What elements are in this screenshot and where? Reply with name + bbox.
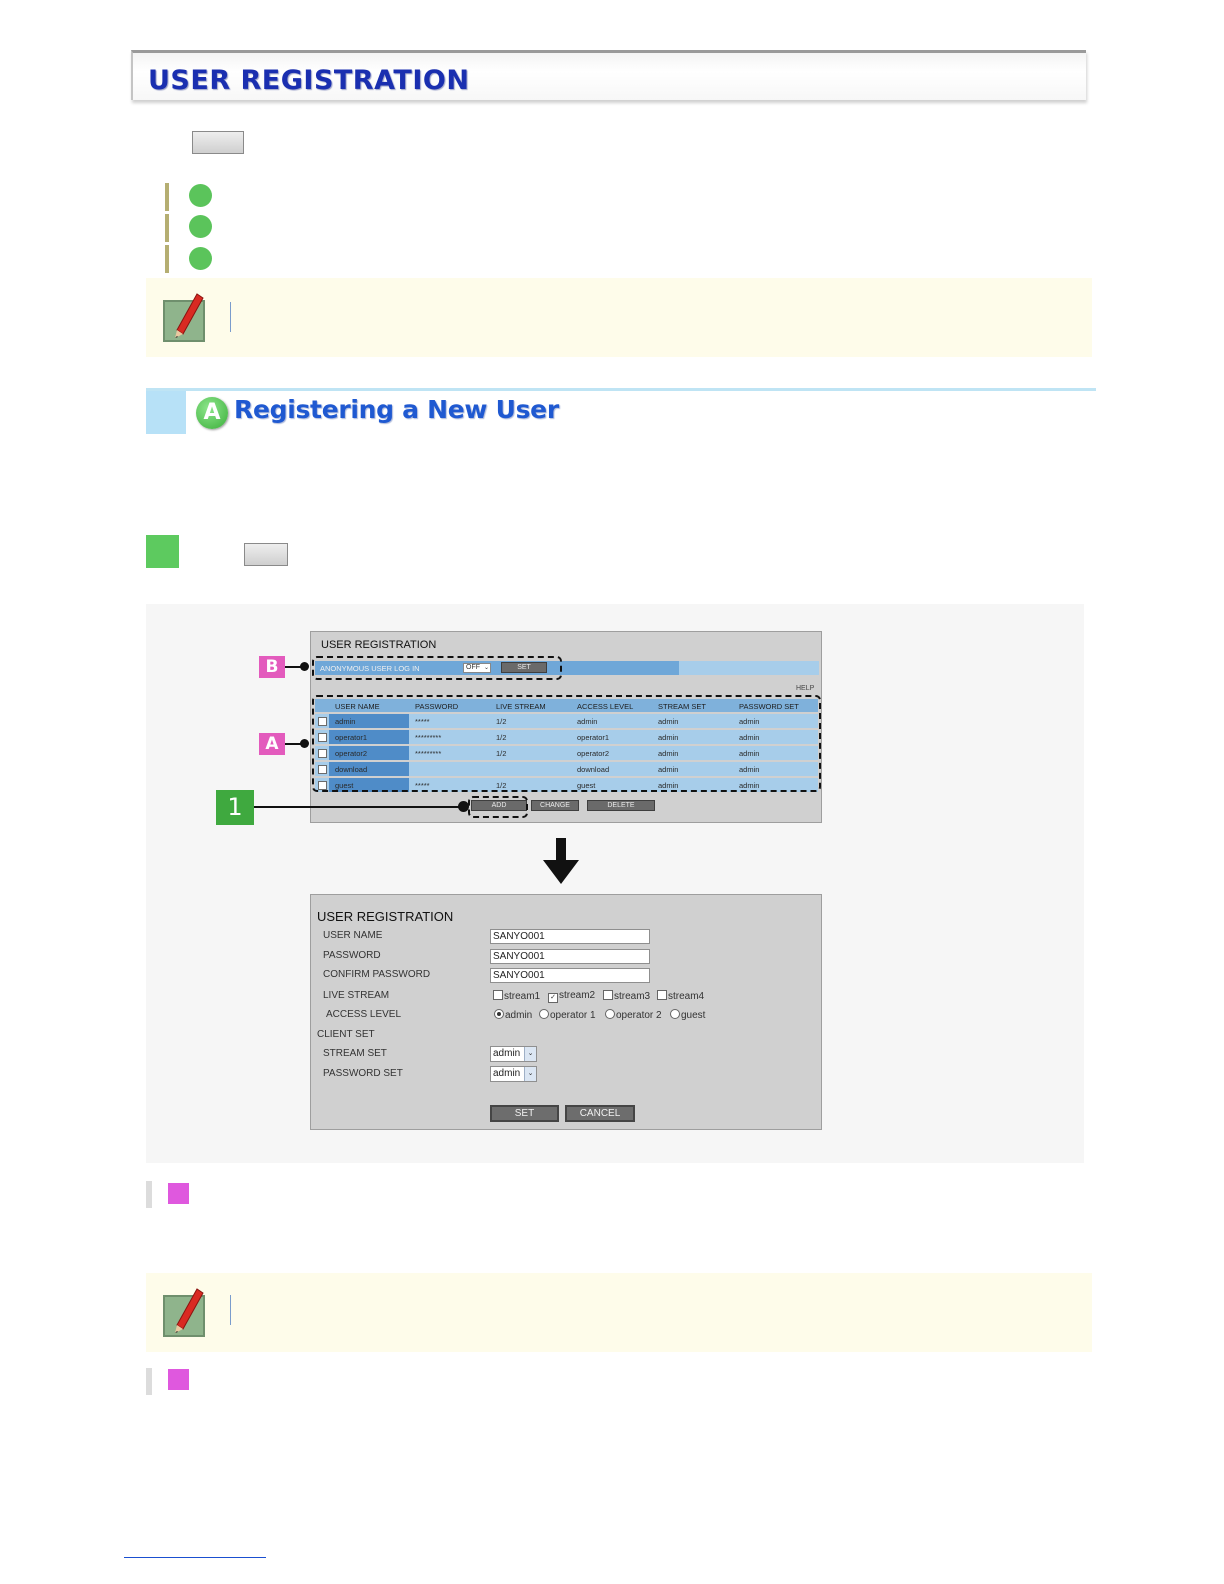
password-set-value: admin — [493, 1068, 521, 1079]
stream-set-cell: admin — [658, 717, 679, 726]
access-level-cell: operator1 — [577, 733, 610, 742]
password-cell: ********* — [415, 733, 442, 742]
stream1-label: stream1 — [504, 991, 541, 1002]
highlight-a — [312, 695, 821, 792]
highlight-add — [468, 796, 528, 818]
access-level-cell: operator2 — [577, 749, 610, 758]
callout-step-1: 1 — [216, 790, 254, 825]
pink-marker-icon — [168, 1183, 189, 1204]
callout-dot — [300, 739, 309, 748]
access-guest-radio[interactable] — [670, 1009, 705, 1021]
delete-button[interactable]: DELETE — [587, 800, 655, 811]
marker-bar — [146, 1368, 152, 1395]
stream-set-label: STREAM SET — [323, 1048, 387, 1059]
change-button[interactable]: CHANGE — [531, 800, 579, 811]
bullet-bar — [165, 245, 169, 273]
stream4-checkbox[interactable] — [657, 990, 704, 1002]
access-level-cell: guest — [577, 781, 596, 790]
note-divider — [230, 302, 231, 332]
callout-a: A — [259, 733, 285, 755]
section-badge: A — [196, 397, 228, 429]
key-icon — [244, 543, 288, 566]
stream2-checkbox[interactable]: ✓ stream2 — [548, 990, 595, 1003]
chevron-down-icon: ⌄ — [483, 665, 489, 671]
add-button[interactable]: ADD — [471, 800, 527, 811]
confirm-password-label: CONFIRM PASSWORD — [323, 969, 431, 980]
column-header: LIVE STREAM — [496, 702, 546, 711]
live-stream-cell: 1/2 — [496, 749, 507, 758]
user-name-input[interactable]: SANYO001 — [490, 929, 650, 944]
password-set-label: PASSWORD SET — [323, 1068, 403, 1079]
column-header: USER NAME — [335, 702, 380, 711]
callout-dot — [300, 662, 309, 671]
access-level-cell: admin — [577, 717, 598, 726]
add-user-screen — [310, 894, 822, 1130]
arrow-down-icon — [542, 838, 580, 884]
highlight-b — [312, 656, 562, 680]
memo-pencil-icon — [163, 1295, 205, 1337]
user-name-cell: operator1 — [335, 733, 368, 742]
set-button[interactable]: SET — [490, 1105, 559, 1122]
access-operator1-label: operator 1 — [550, 1010, 596, 1021]
live-stream-cell: 1/2 — [496, 733, 507, 742]
screen-title: USER REGISTRATION — [321, 639, 437, 651]
stream-set-cell: admin — [658, 765, 679, 774]
stream-set-cell: admin — [658, 781, 679, 790]
bullet-bar — [165, 183, 169, 211]
password-set-cell: admin — [739, 765, 760, 774]
callout-dot — [458, 801, 469, 812]
password-set-select[interactable] — [490, 1066, 537, 1082]
stream3-label: stream3 — [614, 991, 651, 1002]
footer-link-rule — [124, 1557, 266, 1558]
user-name-label: USER NAME — [323, 930, 383, 941]
password-cell: ********* — [415, 749, 442, 758]
user-name-cell: guest — [335, 781, 354, 790]
confirm-password-input[interactable]: SANYO001 — [490, 968, 650, 983]
pink-marker-icon — [168, 1369, 189, 1390]
stream3-checkbox[interactable] — [603, 990, 650, 1002]
live-stream-label: LIVE STREAM — [323, 990, 390, 1001]
stream-set-value: admin — [493, 1048, 521, 1059]
section-heading — [146, 388, 1096, 434]
password-cell: ***** — [415, 717, 430, 726]
note-divider — [230, 1295, 231, 1325]
anonymous-login-row-fill — [679, 661, 819, 675]
callout-b: B — [259, 656, 285, 678]
callout-leader — [254, 806, 464, 808]
user-name-cell: download — [335, 765, 368, 774]
client-set-label: CLIENT SET — [317, 1029, 375, 1040]
chevron-down-icon: ⌄ — [524, 1067, 536, 1081]
password-set-cell: admin — [739, 749, 760, 758]
access-operator2-label: operator 2 — [616, 1010, 662, 1021]
access-level-cell: download — [577, 765, 610, 774]
anonymous-login-label: ANONYMOUS USER LOG IN — [320, 664, 420, 673]
figure-area — [146, 604, 1084, 1163]
stream4-label: stream4 — [668, 991, 705, 1002]
note-box — [146, 1273, 1092, 1352]
column-header: STREAM SET — [658, 702, 706, 711]
access-operator1-radio[interactable] — [539, 1009, 596, 1021]
page-header — [131, 50, 1086, 100]
password-label: PASSWORD — [323, 950, 381, 961]
key-icon — [192, 131, 244, 154]
password-input[interactable]: SANYO001 — [490, 949, 650, 964]
stream1-checkbox[interactable] — [493, 990, 540, 1002]
live-stream-cell: 1/2 — [496, 781, 507, 790]
anonymous-set-button[interactable]: SET — [501, 662, 547, 673]
page-title: USER REGISTRATION — [148, 65, 470, 96]
access-admin-label: admin — [505, 1010, 533, 1021]
column-header: PASSWORD — [415, 702, 459, 711]
green-bullet-icon — [189, 247, 212, 270]
green-bullet-icon — [189, 184, 212, 207]
section-tab — [146, 391, 186, 434]
password-set-cell: admin — [739, 733, 760, 742]
section-title: Registering a New User — [234, 395, 559, 424]
screen-title: USER REGISTRATION — [317, 909, 454, 924]
password-set-cell: admin — [739, 717, 760, 726]
green-bullet-icon — [189, 215, 212, 238]
cancel-button[interactable]: CANCEL — [565, 1105, 635, 1122]
memo-pencil-icon — [163, 300, 205, 342]
user-name-cell: operator2 — [335, 749, 368, 758]
column-header: PASSWORD SET — [739, 702, 799, 711]
help-link[interactable]: HELP — [796, 685, 815, 692]
stream-set-cell: admin — [658, 733, 679, 742]
chevron-down-icon: ⌄ — [524, 1047, 536, 1061]
live-stream-cell: 1/2 — [496, 717, 507, 726]
bullet-bar — [165, 214, 169, 242]
access-level-label: ACCESS LEVEL — [326, 1009, 402, 1020]
access-admin-radio[interactable] — [494, 1009, 532, 1021]
stream-set-cell: admin — [658, 749, 679, 758]
note-box — [146, 278, 1092, 357]
access-guest-label: guest — [681, 1010, 706, 1021]
access-operator2-radio[interactable] — [605, 1009, 662, 1021]
stream2-label: stream2 — [559, 990, 596, 1001]
marker-bar — [146, 1181, 152, 1208]
password-cell: ***** — [415, 781, 430, 790]
anonymous-login-value: OFF — [466, 664, 480, 671]
step-marker — [146, 535, 179, 568]
password-set-cell: admin — [739, 781, 760, 790]
column-header: ACCESS LEVEL — [577, 702, 634, 711]
user-name-cell: admin — [335, 717, 356, 726]
stream-set-select[interactable] — [490, 1046, 537, 1062]
